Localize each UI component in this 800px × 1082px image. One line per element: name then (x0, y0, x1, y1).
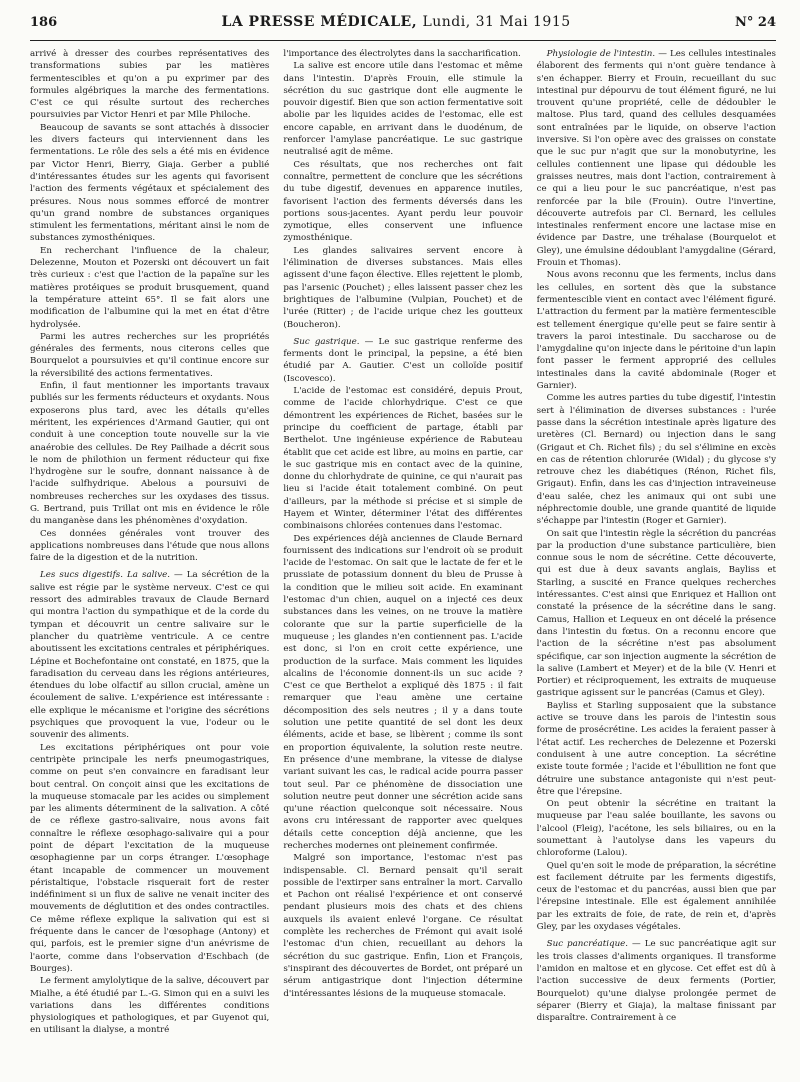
paragraph (537, 798, 776, 859)
section-subheading: Les sucs digestifs. La salive. (40, 570, 171, 581)
paragraph (537, 528, 776, 700)
journal-title-line (221, 14, 570, 30)
paragraph-text: Malgré son importance, l'estomac n'est pas indispensable. Cl. Bernard pensait qu'il serait possible de l'extirper sans entraîner la mort. Carvallo et Pachon ont réalisé l'expérience et ont conservé pendant plusieurs mois des chats et des chiens auxquels ils avaient enlevé l'organe. Ce résultat complète les recherches de Frémont qui avait isolé l'estomac d'un chien, recueillant au dehors la sécrétion du suc gastrique. Enfin, Lion et François, s'inspirant des découvertes de Bordet, ont préparé un sérum antigastrique dont l'injection détermine d'intéressantes lésions de la muqueuse stomacale. (283, 853, 523, 999)
column-middle (283, 48, 522, 1074)
paragraph (30, 742, 269, 976)
paragraph (30, 569, 269, 741)
paragraph (537, 392, 776, 527)
section-subheading: Suc gastrique. (293, 336, 360, 347)
paragraph (537, 269, 776, 392)
paragraph (30, 245, 269, 331)
paragraph-text: Les glandes salivaires servent encore à l'élimination de diverses substances. Mais elles agissent d'une façon élective. Elles rejettent le plomb, pas l'arsenic (Pouchet) ; elles laissent passer chez les brightiques de l'albumine (Vulpian, Pouchet) et de l'urée (Ritter) ; de l'acide urique chez les goutteux (Boucheron). (283, 245, 523, 330)
paragraph (537, 48, 776, 269)
paragraph-text: Quel qu'en soit le mode de préparation, la sécrétine est facilement détruite par les ferments digestifs, ceux de l'estomac et du pancréas, aussi bien que par l'érepsine intestinale. Elle est également annihilée par les extraits de foie, de rate, de rein et, d'après Gley, par les oxydases végétales. (536, 860, 776, 933)
paragraph (283, 48, 522, 60)
paragraph-text: arrivé à dresser des courbes représentatives des transformations subies par les matières fermentescibles et qu'on a pu exprimer par des formules algébriques la marche des fermentations. C'est ce qui résulte surtout des recherches poursuivies par Victor Henri et par Mlle Philoche. (30, 49, 270, 121)
paragraph (537, 860, 776, 934)
paragraph-text: On sait que l'intestin règle la sécrétion du pancréas par la production d'une substance particulière, bien connue sous le nom de sécrétine. Cette découverte, qui est due à deux savants anglais, Bayliss et Starling, a suscité en France quelques recherches intéressantes. C'est ainsi que Enriquez et Hallion ont constaté la présence de la sécrétine dans le sang. Camus, Hallion et Lequeux en ont décelé la présence dans l'intestin du fœtus. On a reconnu encore que l'action de la sécrétine n'est pas absolument spécifique, car son injection augmente la sécrétion de la salive (Lambert et Meyer) et de la bile (V. Henri et Portier) et réciproquement, les extraits de muqueuse gastrique agissent sur le pancréas (Camus et Gley). (536, 528, 776, 699)
paragraph-text: Enfin, il faut mentionner les importants travaux publiés sur les ferments réducteurs et oxydants. Nous exposerons plus tard, avec les détails qu'elles méritent, les expériences d'Armand Gautier, qui ont conduit à une conception toute nouvelle sur la vie anaérobie des cellules. De Rey Pailhade a décrit sous le nom de philothion un ferment réducteur qui fixe l'hydrogène sur le soufre, donnant naissance à de l'acide sulfhydrique. Abelous a poursuivi de nombreuses recherches sur les oxydases des tissus. G. Bertrand, puis Trillat ont mis en évidence le rôle du manganèse dans les phénomènes d'oxydation. (30, 381, 270, 527)
paragraph-text: Bayliss et Starling supposaient que la substance active se trouve dans les parois de l'intestin sous forme de prosécrétine. Les acides la feraient passer à l'état actif. Les recherches de Delezenne et Pozerski conduisent à une autre conception. La sécrétine existe toute formée ; l'acide et l'ébullition ne font que détruire une substance antagoniste qui n'est peut-être que l'érepsine. (536, 700, 776, 797)
paragraph (537, 700, 776, 798)
issue-date: Lundi, 31 Mai 1915 (422, 14, 571, 30)
paragraph (283, 336, 522, 385)
paragraph-text: Comme les autres parties du tube digestif, l'intestin sert à l'élimination de diverses substances : l'urée passe dans la sécrétion intestinale après ligature des uretères (Cl. Bernard) ou injection dans le sang (Grigaut et Ch. Richet fils) ; du sel s'élimine en excès en cas de rétention chlorurée (Widal) ; du glycose s'y retrouve chez les diabétiques (Rénon, Richet fils, Grigaut). Enfin, dans les cas d'injection intraveineuse d'eau salée, chez les animaux qui ont subi une néphrectomie double, une grande quantité de liquide s'échappe par l'intestin (Roger et Garnier). (536, 393, 776, 527)
paragraph (283, 159, 522, 245)
paragraph-text: Les excitations périphériques ont pour voie centripète principale les nerfs pneumogastriques, comme on peut s'en convaincre en faradisant leur bout central. On conçoit ainsi que les excitations de la muqueuse stomacale par les acides ou simplement par les aliments déterminent de la salivation. A côté de ce réflexe gastro-salivaire, nous avons fait connaître le réflexe œsophago-salivaire qui a pour point de départ l'excitation de la muqueuse œsophagienne par un corps étranger. L'œsophage étant incapable de commencer un mouvement péristaltique, l'obstacle risquerait fort de rester indéfiniment si un flux de salive ne venait inciter des mouvements de déglutition et des ondes contractiles. Ce même réflexe explique la salivation qui est si fréquente dans le cancer de l'œsophage (Antony) et qui, parfois, est le premier signe d'un anévrisme de l'aorte, comme dans l'observation d'Eschbach (de Bourges). (30, 742, 270, 974)
paragraph-text: — Les cellules intestinales élaborent des ferments qui n'ont guère tendance à s'en échapper. Bierry et Frouin, recueillant du suc intestinal pur dépourvu de tout élément figuré, ne lui trouvent qu'une propriété, celle de dédoubler le maltose. Plus tard, quand des cellules desquamées sont entraînées par le liquide, on observe l'action inversive. Si l'on opère avec des graisses on constate que le suc pur n'agit que sur la monobutyrine, les cellules contiennent une lipase qui dédouble les graisses neutres, mais dont l'action, contrairement à ce qui a lieu pour le suc pancréatique, n'est pas renforcée par la bile (Frouin). Outre l'invertine, découverte autrefois par Cl. Bernard, les cellules intestinales renferment encore une lactase mise en évidence par Dastre, une tréhalase (Bourquelot et Gley), une émulsine dédoublant l'amygdaline (Gérard, Frouin et Thomas). (536, 49, 776, 269)
paragraph (30, 331, 269, 380)
paragraph (30, 528, 269, 565)
journal-title: LA PRESSE MÉDICALE, (221, 14, 418, 30)
paragraph (30, 48, 269, 122)
paragraph-text: Des expériences déjà anciennes de Claude Bernard fournissent des indications sur l'endroit où se produit l'acide de l'estomac. On sait que le lactate de fer et le prussiate de potassium donnent du bleu de Prusse à la condition que le milieu soit acide. En examinant l'estomac d'un chien, auquel on a injecté ces deux substances dans les veines, on ne trouve la matière colorante que sur la partie superficielle de la muqueuse ; les glandes n'en contiennent pas. L'acide est donc, si l'on en croit cette expérience, une production de la surface. Mais comment les liquides alcalins de l'économie donnent-ils un suc acide ? C'est ce que Berthelot a expliqué dès 1875 : il fait remarquer que l'eau amène une certaine décomposition des sels neutres ; il y a dans toute solution une petite quantité de sel dont les deux éléments, acide et base, se libèrent ; comme ils sont en proportion équivalente, la solution reste neutre. En présence d'une membrane, la vitesse de dialyse variant suivant les cas, le radical acide pourra passer tout seul. Par ce phénomène de dissociation une solution neutre peut donner une sécrétion acide sans qu'une réaction quelconque soit nécessaire. Nous avons cru intéressant de rapporter avec quelques détails cette conception déjà ancienne, que les recherches modernes ont pleinement confirmée. (283, 533, 523, 851)
paragraph (283, 245, 522, 331)
article-columns (30, 48, 776, 1074)
page-number: 186 (30, 15, 58, 30)
section-subheading: Physiologie de l'intestin. (546, 49, 656, 59)
paragraph-text: En recherchant l'influence de la chaleur, Delezenne, Mouton et Pozerski ont découvert un fait très curieux : c'est que l'action de la papaïne sur les matières protéiques se produit brusquement, quand la température atteint 65°. Il se fait alors une modification de l'albumine qui la met en état d'être hydrolysée. (30, 245, 270, 330)
paragraph (283, 385, 522, 533)
paragraph-text: On peut obtenir la sécrétine en traitant la muqueuse par l'eau salée bouillante, les savons ou l'alcool (Fleig), l'acétone, les sels biliaires, ou en la soumettant à l'autolyse dans les vapeurs du chloroforme (Lalou). (536, 799, 776, 859)
paragraph-text: Nous avons reconnu que les ferments, inclus dans les cellules, en sortent dès que la substance fermentescible vient en contact avec l'élément figuré. L'attraction du ferment par la matière fermentescible est tellement énergique qu'elle peut se faire sentir à travers la paroi intestinale. Du saccharose ou de l'amygdaline qu'on injecte dans le péritoine d'un lapin font passer le ferment approprié des cellules intestinales dans la cavité abdominale (Roger et Garnier). (536, 270, 776, 392)
paragraph-text: l'importance des électrolytes dans la saccharification. (283, 49, 521, 59)
paragraph (30, 975, 269, 1036)
paragraph-text: Ces données générales vont trouver des applications nombreuses dans l'étude que nous allons faire de la digestion et de la nutrition. (30, 528, 270, 564)
section-subheading: Suc pancréatique. (546, 939, 629, 950)
paragraph-text: Beaucoup de savants se sont attachés à dissocier les divers facteurs qui interviennent dans les fermentations. Le rôle des sels a été mis en évidence par Victor Henri, Bierry, Giaja. Gerber a publié d'intéressantes études sur les agents qui favorisent l'action des ferments végétaux et spécialement des présures. Nous nous sommes efforcé de montrer qu'un grand nombre de substances organiques stimulent les fermentations, méritant ainsi le nom de substances zymosthéniques. (30, 122, 270, 244)
issue-number: N° 24 (734, 15, 776, 30)
column-right (537, 48, 776, 1074)
paragraph (283, 533, 522, 853)
page-header (30, 14, 776, 41)
paragraph-text: Parmi les autres recherches sur les propriétés générales des ferments, nous citerons celles que Bourquelot a poursuivies et qu'il continue encore sur la réversibilité des actions fermentatives. (30, 331, 270, 379)
paragraph-text: La salive est encore utile dans l'estomac et même dans l'intestin. D'après Frouin, elle stimule la sécrétion du suc gastrique dont elle augmente le pouvoir digestif. Bien que son action fermentative soit abolie par les liquides acides de l'estomac, elle est encore capable, en arrivant dans le duodénum, de renforcer l'amylase pancréatique. Le suc gastrique neutralisé agit de même. (283, 61, 523, 158)
paragraph (283, 60, 522, 158)
paragraph-text: — Le suc pancréatique agit sur les trois classes d'aliments organiques. Il transforme l'amidon en maltose et en glycose. Cet effet est dû à l'action successive de deux ferments (Portier, Bourquelot) qu'une dialyse prolongée permet de séparer (Bierry et Giaja), la maltase finissant par disparaître. Contrairement à ce (536, 939, 776, 1024)
paragraph (537, 938, 776, 1024)
paragraph-text: Le ferment amylolytique de la salive, découvert par Mialhe, a été étudié par L.-G. Simon qui en a suivi les variations dans les différentes conditions physiologiques et pathologiques, et par Guyenot qui, en utilisant la dialyse, a montré (30, 976, 270, 1036)
paragraph (283, 852, 522, 1000)
paragraph (30, 380, 269, 528)
paragraph-text: — La sécrétion de la salive est régie par le système nerveux. C'est ce qui ressort des admirables travaux de Claude Bernard qui montra l'action du sympathique et de la corde du tympan et découvrit un centre salivaire sur le plancher du quatrième ventricule. A ce centre aboutissent les excitations centrales et périphériques. Lépine et Bochefontaine ont constaté, en 1875, que la faradisation du cerveau dans les régions antérieures, étendues du lobe olfactif au sillon crucial, amène un écoulement de salive. L'expérience est intéressante : elle explique le mécanisme et l'origine des sécrétions psychiques que provoquent la vue, l'odeur ou le souvenir des aliments. (30, 570, 270, 741)
paragraph-text: — Le suc gastrique renferme des ferments dont le principal, la pepsine, a été bien étudié par A. Gautier. C'est un colloïde positif (Iscovesco). (283, 336, 523, 384)
paragraph-text: Ces résultats, que nos recherches ont fait connaître, permettent de conclure que les sécrétions du tube digestif, devenues en apparence inutiles, favorisent l'action des ferments déversés dans les portions sous-jacentes. Ayant perdu leur pouvoir zymotique, elles conservent une influence zymosthénique. (283, 159, 523, 244)
paragraph (30, 122, 269, 245)
paragraph-text: L'acide de l'estomac est considéré, depuis Prout, comme de l'acide chlorhydrique. C'est ce que démontrent les expériences de Richet, basées sur le principe du coefficient de partage, établi par Berthelot. Une ingénieuse expérience de Rabuteau établit que cet acide est libre, au moins en partie, car le suc gastrique mis en contact avec de la quinine, donne du chlorhydrate de quinine, ce qui n'aurait pas lieu si l'acide était totalement combiné. On peut d'ailleurs, par la méthode si précise et si simple de Hayem et Winter, déterminer l'état des différentes combinaisons chlorées contenues dans l'estomac. (283, 386, 523, 532)
column-left (30, 48, 269, 1074)
